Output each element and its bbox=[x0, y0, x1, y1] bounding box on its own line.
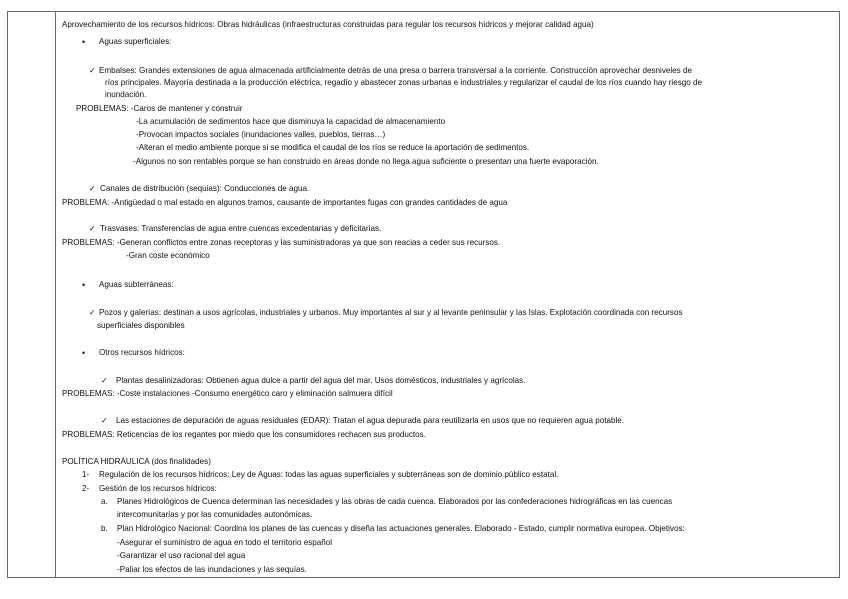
plan-nacional-line: Plan Hidrológico Nacional: Coordina los planes de las cuencas y diseña las actuaciones generales. Elaborado - Estado, cumplir normativa europea. Objetivos: bbox=[117, 524, 685, 533]
bullet-icon: • bbox=[82, 348, 86, 358]
intro-text: Aprovechamiento de los recursos hídricos: Obras hidráulicas (infraestructuras construidas para regular los recursos hídricos y mejorar calidad agua) bbox=[62, 20, 594, 29]
trasvases-problemas-1: PROBLEMAS: -Generan conflictos entre zonas receptoras y las suministradoras ya que son reacias a ceder sus recursos. bbox=[62, 238, 501, 247]
list-number: 1- bbox=[82, 470, 90, 479]
embalses-line-1: Embalses: Grandes extensiones de agua almacenada artificialmente detrás de una presa o barrera transversal a la corriente. Construcción aprovechar desniveles de bbox=[99, 66, 692, 75]
embalses-problemas-5: -Algunos no son rentables porque se han construido en áreas donde no llega agua suficiente o presentan una fuerte evaporación. bbox=[133, 157, 599, 166]
checkmark-icon: ✓ bbox=[101, 416, 108, 425]
checkmark-icon: ✓ bbox=[89, 308, 96, 317]
pozos-line-2: superficiales disponibles bbox=[97, 321, 185, 330]
objetivo-3: -Paliar los efectos de las inundaciones y las sequías. bbox=[117, 565, 307, 574]
embalses-problemas-2: -La acumulación de sedimentos hace que disminuya la capacidad de almacenamiento bbox=[136, 117, 446, 126]
bullet-icon: • bbox=[82, 37, 86, 47]
canales-text: Canales de distribución (sequias): Conducciones de agua. bbox=[100, 184, 310, 193]
embalses-problemas-1: PROBLEMAS: -Caros de mantener y construir bbox=[76, 104, 243, 113]
politica-item-1: Regulación de los recursos hídricos: Ley de Aguas: todas las aguas superficiales y subterráneas son de dominio público estatal. bbox=[99, 470, 559, 479]
heading-politica-hidraulica: POLÍTICA HIDRÁULICA (dos finalidades) bbox=[62, 457, 211, 466]
column-divider bbox=[55, 11, 56, 578]
planes-cuenca-line-2: intercomunitarias y por las comunidades autonómicas. bbox=[117, 510, 313, 519]
edar-problemas: PROBLEMAS: Reticencias de los regantes por miedo que los consumidores rechacen sus productos. bbox=[62, 430, 426, 439]
heading-aguas-subterraneas: Aguas subterráneas: bbox=[99, 280, 174, 289]
planes-cuenca-line-1: Planes Hidrológicos de Cuenca determinan las necesidades y las obras de cada cuenca. Elaborados por las confederaciones hidrográficas en las cuencas bbox=[117, 497, 673, 506]
checkmark-icon: ✓ bbox=[89, 224, 96, 233]
bullet-icon: • bbox=[82, 280, 86, 290]
heading-otros-recursos: Otros recursos hídricos: bbox=[99, 348, 185, 357]
objetivo-2: -Garantizar el uso racional del agua bbox=[117, 551, 246, 560]
embalses-problemas-4: -Alteran el medio ambiente porque si se modifica el caudal de los ríos se reduce la aportación de sedimentos. bbox=[136, 143, 530, 152]
checkmark-icon: ✓ bbox=[101, 376, 108, 385]
list-letter: a. bbox=[101, 497, 108, 506]
embalses-line-2: ríos principales. Mayoría destinada a la producción eléctrica, regadío y abastecer zonas urbanas e industriales y regularizar el caudal de los ríos cuando hay riesgo de bbox=[105, 78, 703, 87]
plantas-problemas: PROBLEMAS: -Coste instalaciones -Consumo energético caro y eliminación salmuera difícil bbox=[62, 389, 393, 398]
embalses-line-3: inundación. bbox=[105, 90, 147, 99]
heading-aguas-superficiales: Aguas superficiales: bbox=[99, 37, 172, 46]
pozos-line-1: Pozos y galerías: destinan a usos agrícolas, industriales y urbanos. Muy importantes al sur y al levante peninsular y las Islas. Explotación coordinada con recursos bbox=[99, 308, 683, 317]
trasvases-problemas-2: -Gran coste económico bbox=[126, 251, 210, 260]
edar-text: Las estaciones de depuración de aguas residuales (EDAR): Tratan el agua depurada para reutilizarla en usos que no requieren agua potable. bbox=[116, 416, 624, 425]
trasvases-text: Trasvases: Transferencias de agua entre cuencas excedentarias y deficitarias. bbox=[100, 224, 382, 233]
politica-item-2: Gestión de los recursos hídricos: bbox=[99, 484, 217, 493]
canales-problema: PROBLEMA: -Antigüedad o mal estado en algunos tramos, causante de importantes fugas con grandes cantidades de agua bbox=[62, 198, 508, 207]
list-number: 2- bbox=[82, 484, 90, 493]
objetivo-1: -Asegurar el suministro de agua en todo el territorio español bbox=[117, 538, 333, 547]
checkmark-icon: ✓ bbox=[89, 66, 96, 75]
embalses-problemas-3: -Provocan impactos sociales (inundaciones valles, pueblos, tierras…) bbox=[136, 130, 386, 139]
checkmark-icon: ✓ bbox=[89, 184, 96, 193]
plantas-text: Plantas desalinizadoras: Obtienen agua dulce a partir del agua del mar. Usos domésticos, industriales y agrícolas. bbox=[116, 376, 526, 385]
list-letter: b. bbox=[101, 524, 108, 533]
